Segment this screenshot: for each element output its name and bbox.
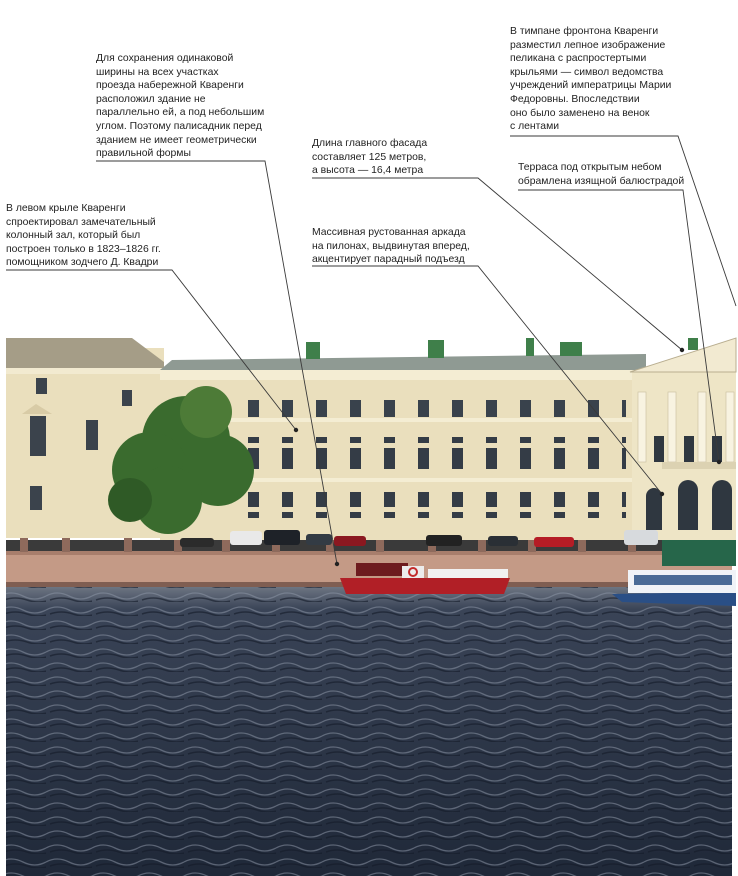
caption-arcade: Массивная рустованная аркада на пилонах, выдвинутая вперед, акцентирует парадный подъезд [312,227,470,266]
caption-pelican-note: В тимпане фронтона Кваренги разместил лепное изображение пеликана с распростертыми крыльями — символ ведомства учреждений императрицы Марии Федоровны. Впоследствии оно было заменено на венок с лентами [510,26,672,133]
caption-width-note: Для сохранения одинаковой ширины на всех участках проезда набережной Кваренги расположил здание не параллельно ей, а под небольшим углом. Поэтому палисадник перед зданием не имеет геометрически правильной формы [96,53,265,160]
caption-terrace: Терраса под открытым небом обрамлена изящной балюстрадой [518,162,685,187]
caption-facade-length: Длина главного фасада составляет 125 метров, а высота — 16,4 метра [312,138,428,177]
caption-column-hall: В левом крыле Кваренги спроектировал замечательный колонный зал, который был построен только в 1823–1826 гг. помощником зодчего Д. Квадри [6,203,161,269]
